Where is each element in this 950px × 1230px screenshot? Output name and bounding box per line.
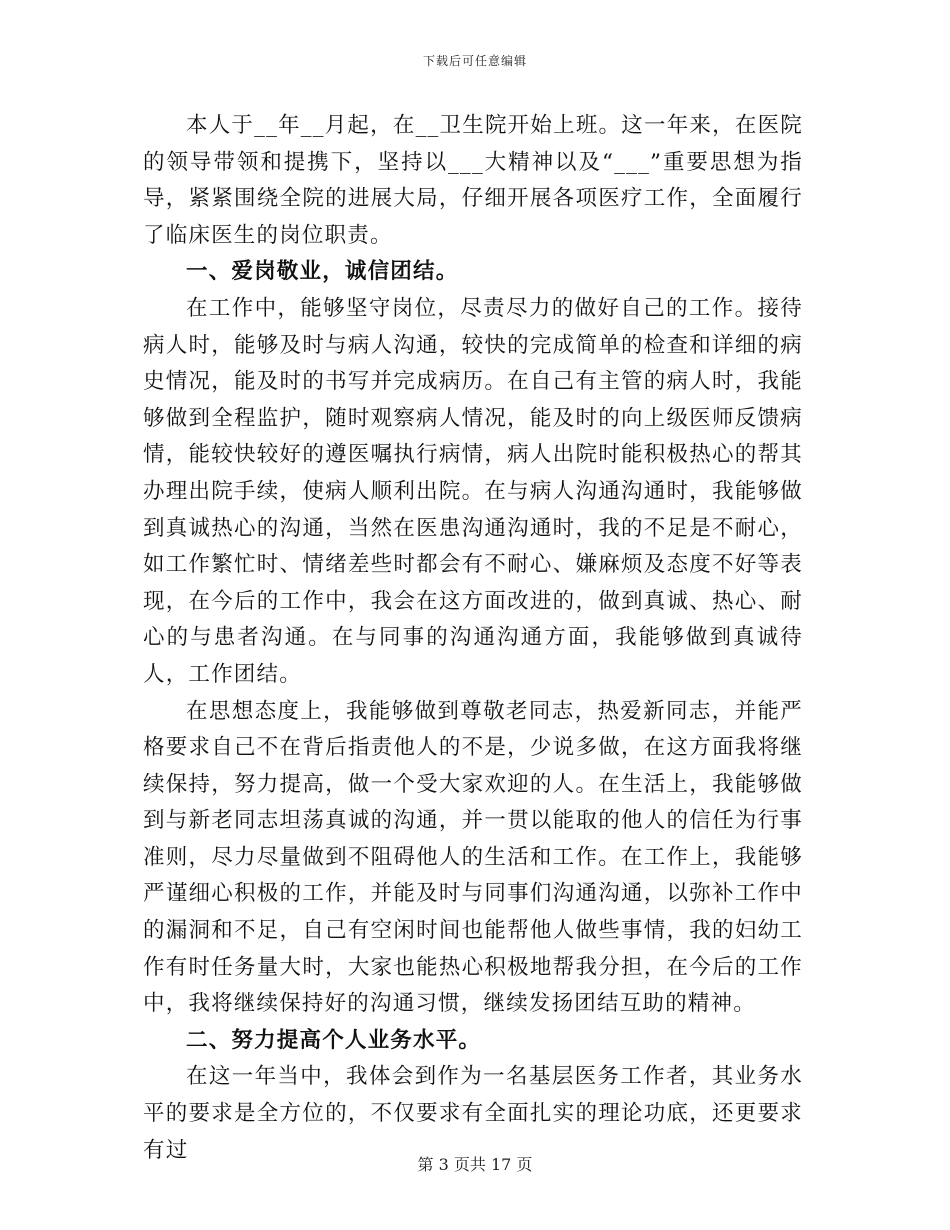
section-heading-1: 一、爱岗敬业，诚信团结。 bbox=[186, 259, 459, 285]
page-number: 第 3 页共 17 页 bbox=[417, 1155, 533, 1174]
section-2-paragraph-1: 在这一年当中，我体会到作为一名基层医务工作者，其业务水平的要求是全方位的，不仅要求有全面扎实的理论功底，还更要求有过 bbox=[143, 1064, 803, 1163]
document-body bbox=[143, 108, 803, 1169]
section-heading-2: 二、努力提高个人业务水平。 bbox=[186, 1027, 482, 1053]
intro-paragraph: 本人于__年__月起，在__卫生院开始上班。这一年来，在医院的领导带领和提携下，坚持以___大精神以及“___”重要思想为指导，紧紧围绕全院的进展大局，仔细开展各项医疗工作，全面履行了临床医生的岗位职责。 bbox=[143, 113, 803, 248]
section-1-paragraph-1: 在工作中，能够坚守岗位，尽责尽力的做好自己的工作。接待病人时，能够及时与病人沟通，较快的完成简单的检查和详细的病史情况，能及时的书写并完成病历。在自己有主管的病人时，我能够做到全程监护，随时观察病人情况，能及时的向上级医师反馈病情，能较快较好的遵医嘱执行病情，病人出院时能积极热心的帮其办理出院手续，使病人顺利出院。在与病人沟通沟通时，我能够做到真诚热心的沟通，当然在医患沟通沟通时，我的不足是不耐心，如工作繁忙时、情绪差些时都会有不耐心、嫌麻烦及态度不好等表现，在今后的工作中，我会在这方面改进的，做到真诚、热心、耐心的与患者沟通。在与同事的沟通沟通方面，我能够做到真诚待人，工作团结。 bbox=[143, 295, 803, 687]
section-1-paragraph-2: 在思想态度上，我能够做到尊敬老同志，热爱新同志，并能严格要求自己不在背后指责他人的不是，少说多做，在这方面我将继续保持，努力提高，做一个受大家欢迎的人。在生活上，我能够做到与新老同志坦荡真诚的沟通，并一贯以能取的他人的信任为行事准则，尽力尽量做到不阻碍他人的生活和工作。在工作上，我能够严谨细心积极的工作，并能及时与同事们沟通沟通，以弥补工作中的漏洞和不足，自己有空闲时间也能帮他人做些事情，我的妇幼工作有时任务量大时，大家也能热心积极地帮我分担，在今后的工作中，我将继续保持好的沟通习惯，继续发扬团结互助的精神。 bbox=[143, 698, 803, 1017]
page-header: 下载后可任意编辑 bbox=[422, 54, 527, 68]
